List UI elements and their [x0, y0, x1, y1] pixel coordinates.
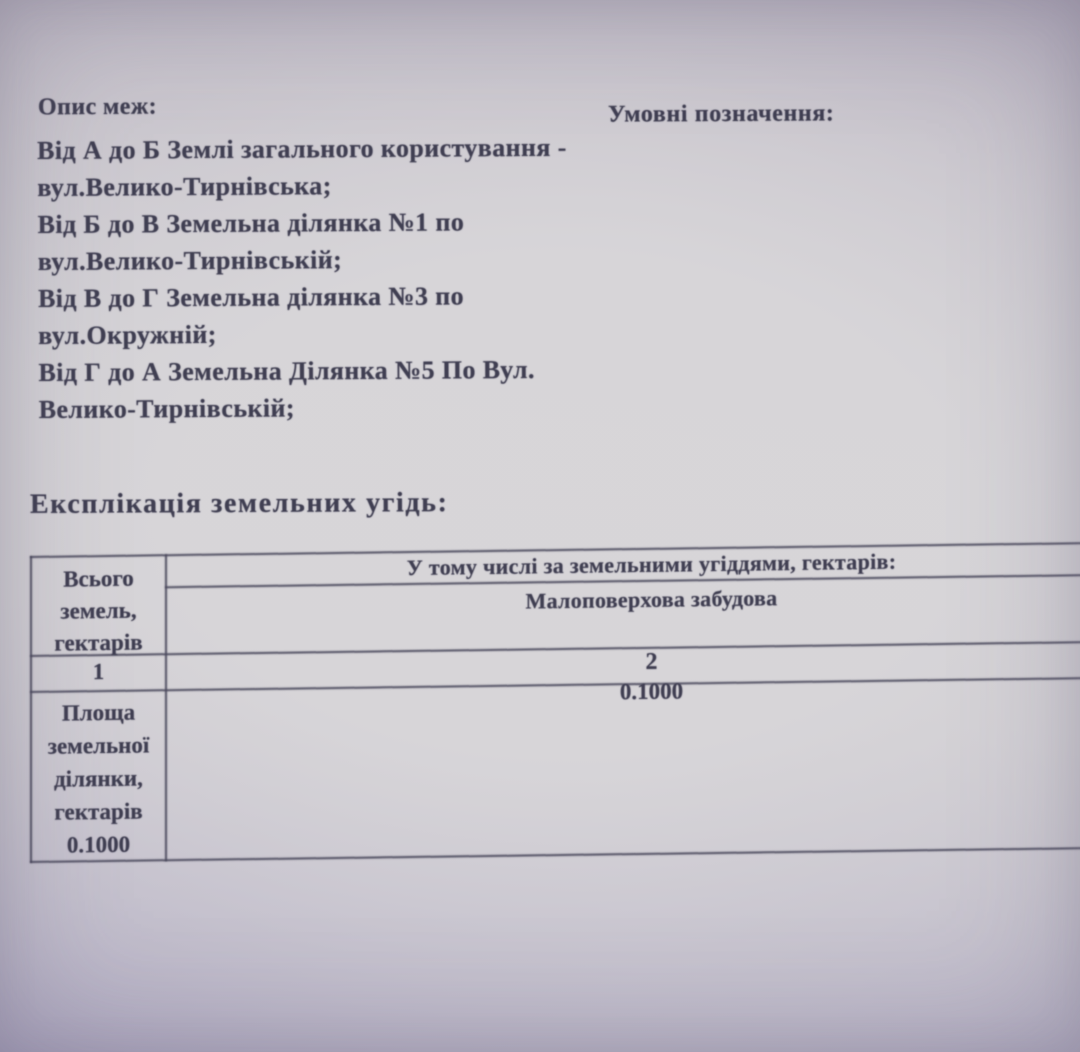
total-land-header-cell — [32, 562, 165, 660]
cell-line: земельної — [47, 732, 150, 759]
boundary-description — [37, 129, 639, 429]
cell-line: гектарів — [54, 798, 143, 825]
boundary-line: Від А до Б Землі загального користування - — [37, 132, 567, 165]
boundary-line: Від В до Г Земельна ділянка №3 по — [37, 281, 465, 313]
cell-line: ділянки, — [54, 765, 143, 792]
parcel-area-cell — [32, 695, 165, 862]
explication-table — [30, 542, 1080, 863]
explication-title: Експлікація земельних угідь: — [29, 487, 449, 520]
boundaries-title: Опис меж: — [37, 93, 158, 121]
legend-title: Умовні позначення: — [607, 100, 835, 128]
cell-line: гектарів — [54, 629, 143, 656]
boundary-line: Від Б до В Земельна ділянка №1 по — [37, 207, 465, 239]
boundary-line: Велико-Тирнівській; — [38, 393, 295, 424]
boundary-line: Від Г до А Земельна Ділянка №5 По Вул. — [38, 354, 535, 387]
cell-line: Всього — [63, 565, 134, 592]
boundary-line: вул.Велико-Тирнівська; — [37, 171, 332, 202]
cell-line: земель, — [60, 597, 137, 624]
cell-line: 0.1000 — [66, 831, 131, 858]
column-index-1-cell: 1 — [92, 659, 105, 685]
boundary-line: вул.Окружній; — [38, 319, 217, 350]
cell-line: Площа — [61, 699, 136, 726]
land-types-header-cell: У тому числі за земельними угіддями, гектарів: — [406, 548, 897, 581]
land-type-subheader-cell: Малоповерхова забудова — [525, 585, 778, 614]
boundary-line: вул.Велико-Тирнівській; — [37, 245, 343, 276]
area-value-cell: 0.1000 — [619, 678, 684, 705]
column-index-2-cell: 2 — [645, 648, 658, 675]
table-border-bottom — [30, 847, 1080, 863]
